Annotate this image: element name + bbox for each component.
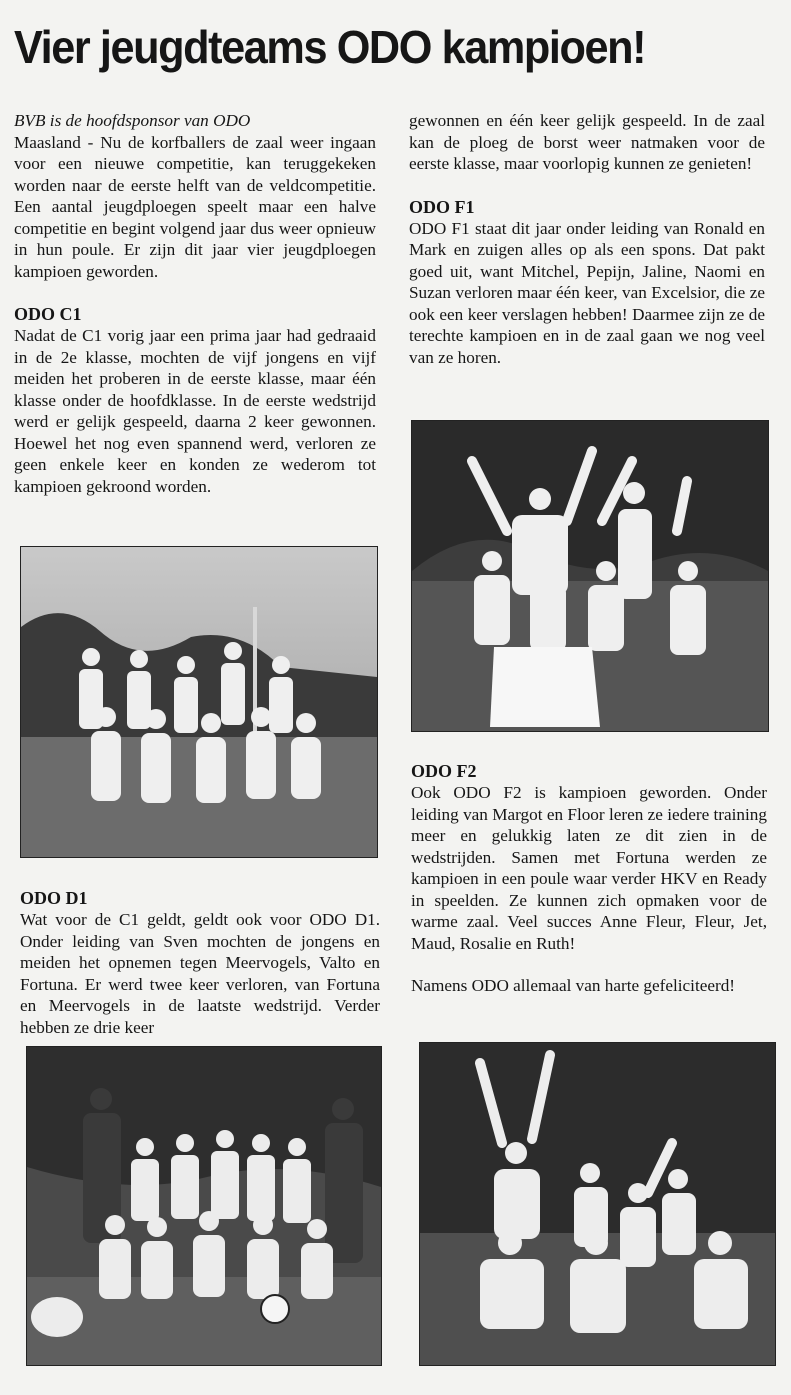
d1-paragraph: Wat voor de C1 geldt, geldt ook voor ODO D1. Onder leiding van Sven mochten de jongens en meiden het opnemen tegen Meervogels, Valto en Fortuna. Er werd twee keer verloren, van Fortuna en Meervogels in de laatste wedstrijd. Verder hebben ze drie keer (20, 910, 380, 1037)
c1-heading: ODO C1 (14, 304, 82, 324)
f1-heading: ODO F1 (409, 196, 475, 217)
closing-paragraph: Namens ODO allemaal van harte gefeliciteerd! (411, 976, 736, 995)
d1-continued-paragraph: gewonnen en één keer gelijk gespeeld. In de zaal kan de ploeg de borst weer natmaken voor de eerste klasse, maar voorlopig kunnen ze genieten! (409, 111, 765, 173)
d1-heading: ODO D1 (20, 888, 88, 908)
article-subtitle: BVB is de hoofdsponsor van ODO (14, 111, 251, 130)
f2-paragraph: Ook ODO F2 is kampioen geworden. Onder leiding van Margot en Floor leren ze iedere training meer en gelukkig laten ze dit zien in de wedstrijden. Samen met Fortuna werden ze kampioen in een poule waar verder HKV en Ready in speelden. Ze kunnen zich opmaken voor de warme zaal. Veel succes Anne Fleur, Fleur, Jet, Maud, Rosalie en Ruth! (411, 783, 767, 953)
headline: Vier jeugdteams ODO kampioen! (14, 21, 646, 73)
f1-paragraph: ODO F1 staat dit jaar onder leiding van Ronald en Mark en zuigen alles op als een spons. Dat pakt goed uit, want Mitchel, Pepijn, Jaline, Naomi en Suzan verloren maar één keer, van Excelsior, die ze ook een keer verslagen hebben! Daarmee zijn ze de terechte kampioen en in de zaal gaan we nog veel van ze horen. (409, 218, 765, 367)
left-column (14, 110, 376, 497)
c1-team-photo (20, 546, 378, 858)
right-column-top (409, 110, 765, 368)
d1-team-photo (26, 1046, 382, 1366)
c1-paragraph: Nadat de C1 vorig jaar een prima jaar had gedraaid in de 2e klasse, mochten de vijf jongens en vijf meiden het proberen in de eerste klasse, maar één klasse onder de hoofdklasse. In de eerste wedstrijd werd er gelijk gespeeld, daarna 2 keer gewonnen. Hoewel het nog even spannend werd, verloren ze geen enkele keer en konden ze wederom tot kampioen gekroond worden. (14, 326, 376, 496)
f2-team-photo (419, 1042, 776, 1366)
d1-block (20, 887, 380, 1038)
f2-heading: ODO F2 (411, 761, 477, 781)
intro-paragraph: Maasland - Nu de korfballers de zaal weer ingaan voor een nieuwe competitie, kan teruggekeken worden naar de eerste helft van de veldcompetitie. Een aantal jeugdploegen speelt maar een halve competitie en begint volgend jaar dus weer opnieuw in hun poule. Er zijn dit jaar vier jeugdploegen kampioen geworden. (14, 132, 376, 281)
f2-block (411, 760, 767, 997)
f1-team-photo (411, 420, 769, 732)
